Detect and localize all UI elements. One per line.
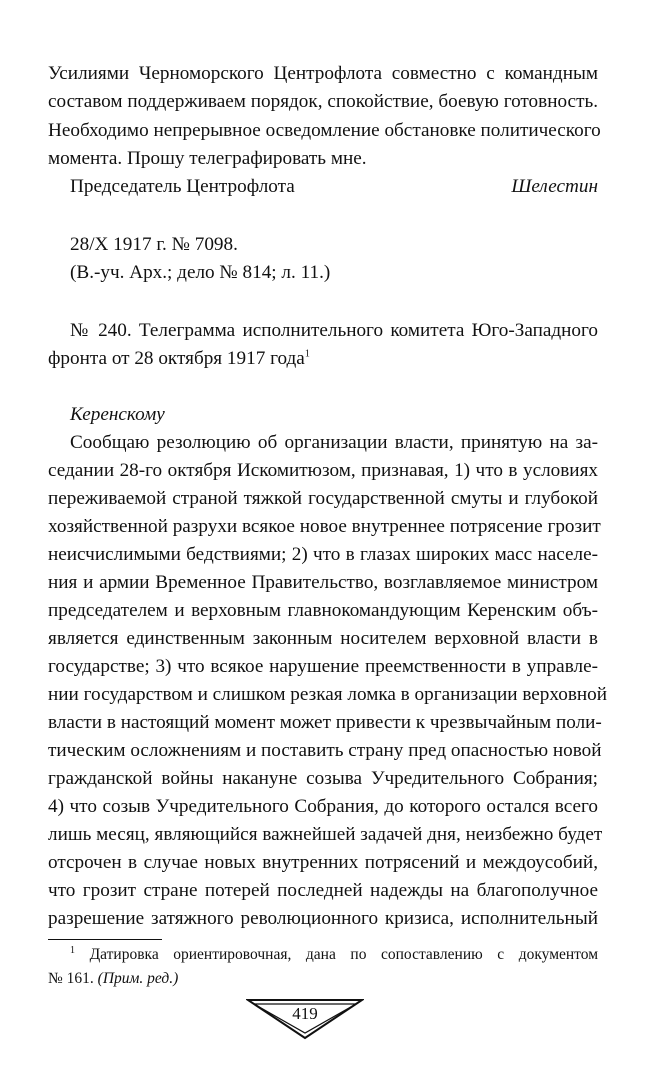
footnote-mark: 1 — [70, 944, 75, 956]
body-line: является единственным законным носителем верховной власти в — [48, 628, 598, 649]
body-line: хозяйственной разрухи всякое новое внутреннее потрясение грозит — [48, 516, 601, 537]
body-line: неисчислимыми бедствиями; 2) что в глазах широких масс населе- — [48, 544, 598, 565]
body-line: что грозит стране потерей последней надежды на благополучное — [48, 880, 598, 901]
body-line: гражданской войны накануне созыва Учредительного Собрания; — [48, 768, 598, 789]
document-heading-line2 — [48, 346, 598, 372]
addressee: Керенскому — [70, 404, 165, 425]
signature-line — [70, 174, 598, 200]
body-line: разрешение затяжного революционного кризиса, исполнительный — [48, 908, 598, 929]
footnote-doc-ref: № 161. — [48, 970, 98, 987]
text-line: Усилиями Черноморского Центрофлота совместно с командным — [48, 63, 598, 84]
text-line: момента. Прошу телеграфировать мне. — [48, 148, 367, 169]
footnote-line1 — [70, 944, 598, 966]
text-line: Необходимо непрерывное осведомление обстановке политического — [48, 120, 601, 141]
document-heading-line1: № 240. Телеграмма исполнительного комитета Юго-Западного — [70, 320, 598, 341]
footnote-text: Датировка ориентировочная, дана по сопоставлению с документом — [89, 946, 599, 963]
body-line: председателем и верховным главнокомандующим Керенским объ- — [48, 600, 598, 621]
body-line: ния и армии Временное Правительство, возглавляемое министром — [48, 572, 598, 593]
body-line: нии государством и слишком резкая ломка в организации верховной — [48, 684, 608, 705]
reference-archive: (В.-уч. Арх.; дело № 814; л. 11.) — [70, 262, 331, 283]
page-folio — [246, 996, 364, 1042]
footnote-editor-note: (Прим. ред.) — [97, 970, 179, 987]
body-line: седании 28-го октября Искомитюзом, признавая, 1) что в условиях — [48, 460, 598, 481]
body-line: лишь месяц, являющийся важнейшей задачей дня, неизбежно будет — [48, 824, 603, 845]
body-line: государстве; 3) что всякое нарушение преемственности в управле- — [48, 656, 598, 677]
footnote-rule — [48, 939, 162, 940]
footnote-line2 — [48, 968, 598, 990]
reference-date-number: 28/X 1917 г. № 7098. — [70, 234, 238, 255]
body-line: переживаемой страной тяжкой государственной смуты и глубокой — [48, 488, 598, 509]
text-line: составом поддерживаем порядок, спокойствие, боевую готовность. — [48, 91, 598, 112]
page-number: 419 — [292, 1004, 318, 1023]
body-line: отсрочен в случае новых внутренних потрясений и междоусобий, — [48, 852, 598, 873]
body-line: тическим осложнениям и поставить страну пред опасностью новой — [48, 740, 602, 761]
body-line: 4) что созыв Учредительного Собрания, до которого остался всего — [48, 796, 598, 817]
body-line: Сообщаю резолюцию об организации власти, принятую на за- — [70, 432, 598, 453]
footnote-ref: 1 — [304, 348, 310, 360]
signature-role: Председатель Центрофлота — [70, 176, 295, 197]
signature-name: Шелестин — [511, 176, 598, 197]
body-line: власти в настоящий момент может привести к чрезвычайным поли- — [48, 712, 602, 733]
heading-text: фронта от 28 октября 1917 года — [48, 348, 305, 369]
